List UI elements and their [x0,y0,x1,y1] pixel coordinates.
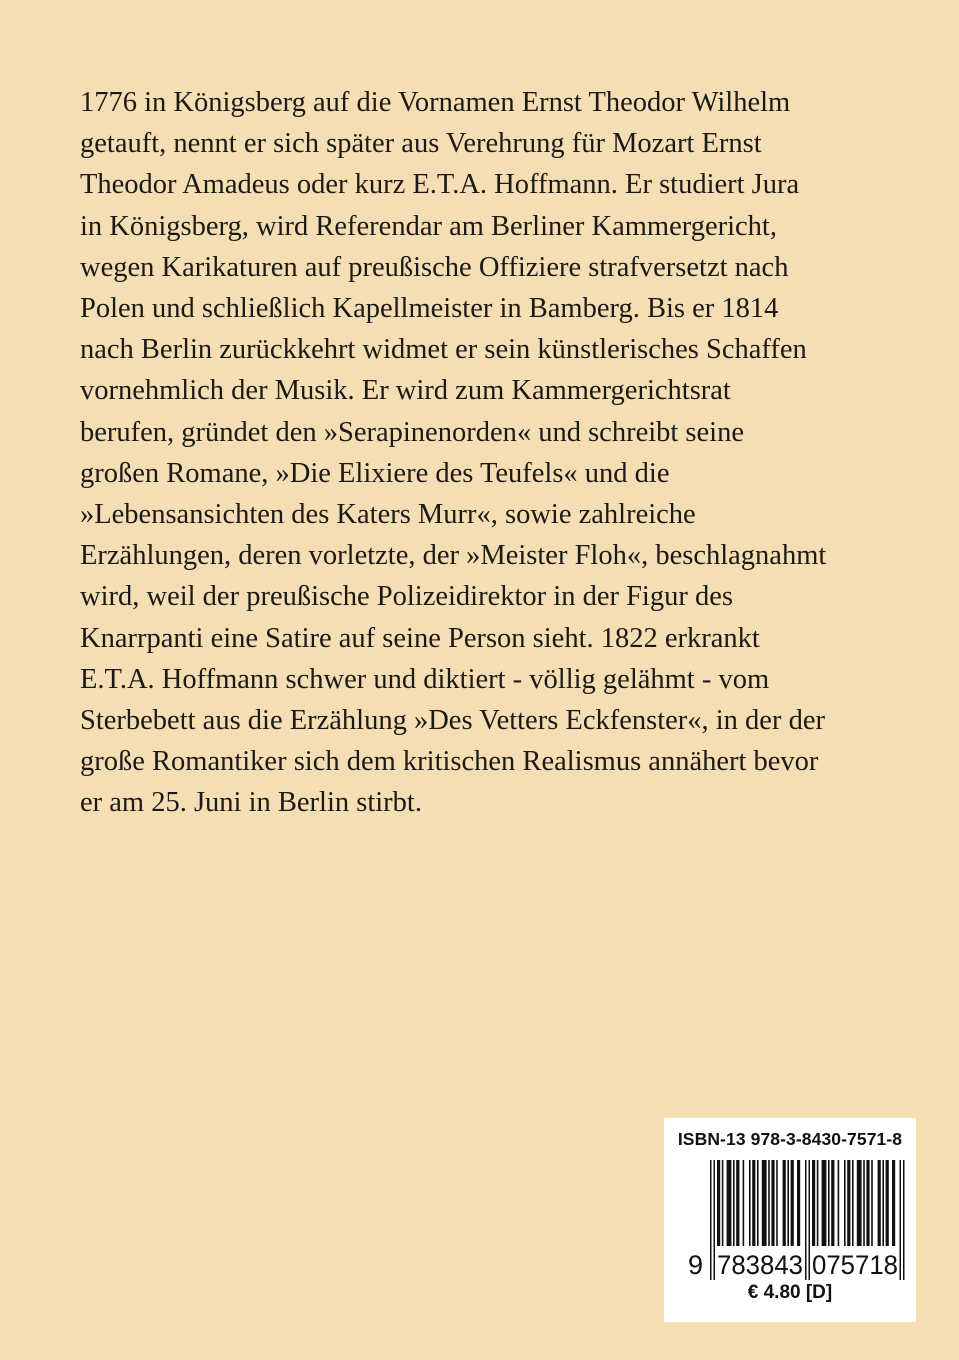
text-line: E.T.A. Hoffmann schwer und diktiert - völlig gelähmt - vom [80,663,770,695]
text-line: 1776 in Königsberg auf die Vornamen Ernst Theodor Wilhelm [80,87,791,118]
text-line: er am 25. Juni in Berlin stirbt. [80,787,422,819]
isbn-number: ISBN-13 978-3-8430-7571-8 [677,1129,903,1149]
barcode-bar [787,1160,789,1246]
barcode-bar [710,1160,712,1280]
barcode-bar [791,1160,794,1246]
barcode-bar [783,1160,786,1246]
text-line: Erzählungen, deren vorletzte, der »Meister Floh«, beschlagnahmt [80,540,827,572]
isbn-barcode-label [664,1118,916,1322]
barcode-bar [831,1160,834,1246]
text-line: Sterbebett aus die Erzählung »Des Vetters Eckfenster«, in der der [80,705,825,737]
barcode-bar [903,1160,905,1280]
barcode-digits-left: 783843 [717,1250,803,1280]
barcode-bar [714,1160,716,1280]
barcode-bar [776,1160,778,1246]
barcode-bar [878,1160,881,1246]
text-line: Theodor Amadeus oder kurz E.T.A. Hoffmann. Er studiert Jura [80,169,800,201]
text-line: getauft, nennt er sich später aus Verehrung für Mozart Ernst [80,128,762,160]
barcode-digit-first: 9 [688,1250,704,1280]
barcode-bar [871,1160,873,1246]
barcode-bar [717,1160,720,1246]
barcode-bar [805,1160,807,1280]
barcode-bar [757,1160,759,1246]
text-line: vornehmlich der Musik. Er wird zum Kammergerichtsrat [80,375,731,407]
barcode-bar [857,1160,862,1246]
text-line: in Königsberg, wird Referendar am Berliner Kammergericht, [80,210,777,242]
barcode-bar [828,1160,830,1246]
text-line: wegen Karikaturen auf preußische Offiziere strafversetzt nach [80,251,789,283]
price: € 4.80 [D] [747,1282,833,1303]
barcode-bar [847,1160,850,1246]
biography-text [80,82,900,824]
barcode-bar [866,1160,869,1246]
text-line: großen Romane, »Die Elixiere des Teufels« und die [80,457,670,489]
text-line: »Lebensansichten des Katers Murr«, sowie zahlreiche [80,499,696,531]
barcode-bar [727,1160,732,1246]
barcode-bar [892,1160,895,1246]
barcode-bar [722,1160,724,1246]
barcode-bar [809,1160,811,1280]
barcode-bar [886,1160,889,1246]
barcode-bar [733,1160,735,1246]
barcode-bar [900,1160,902,1280]
text-line: große Romantiker sich dem kritischen Realismus annähert bevor [80,746,819,778]
barcode-bar [771,1160,774,1246]
text-line: wird, weil der preußische Polizeidirektor in der Figur des [80,581,733,613]
barcode-bar [752,1160,755,1246]
barcode-bar [736,1160,739,1246]
barcode-bar [882,1160,884,1246]
barcode-bar [852,1160,854,1246]
barcode-bar [768,1160,770,1246]
barcode-bar [797,1160,800,1246]
barcode-digits-right: 075718 [812,1250,898,1280]
barcode-bar [812,1160,815,1246]
barcode-bar [844,1160,846,1246]
barcode-bar [749,1160,751,1246]
text-line: nach Berlin zurückkehrt widmet er sein künstlerisches Schaffen [80,334,807,366]
text-line: Polen und schließlich Kapellmeister in Bamberg. Bis er 1814 [80,293,779,325]
barcode-bar [762,1160,767,1246]
barcode-bar [743,1160,745,1246]
barcode-bar [822,1160,827,1246]
barcode-bar [817,1160,819,1246]
text-line: Knarrpanti eine Satire auf seine Person sieht. 1822 erkrankt [80,622,760,654]
barcode-bar [863,1160,865,1246]
text-line: berufen, gründet den »Serapinenorden« und schreibt seine [80,416,744,448]
barcode [686,1160,906,1280]
barcode-bar [838,1160,840,1246]
